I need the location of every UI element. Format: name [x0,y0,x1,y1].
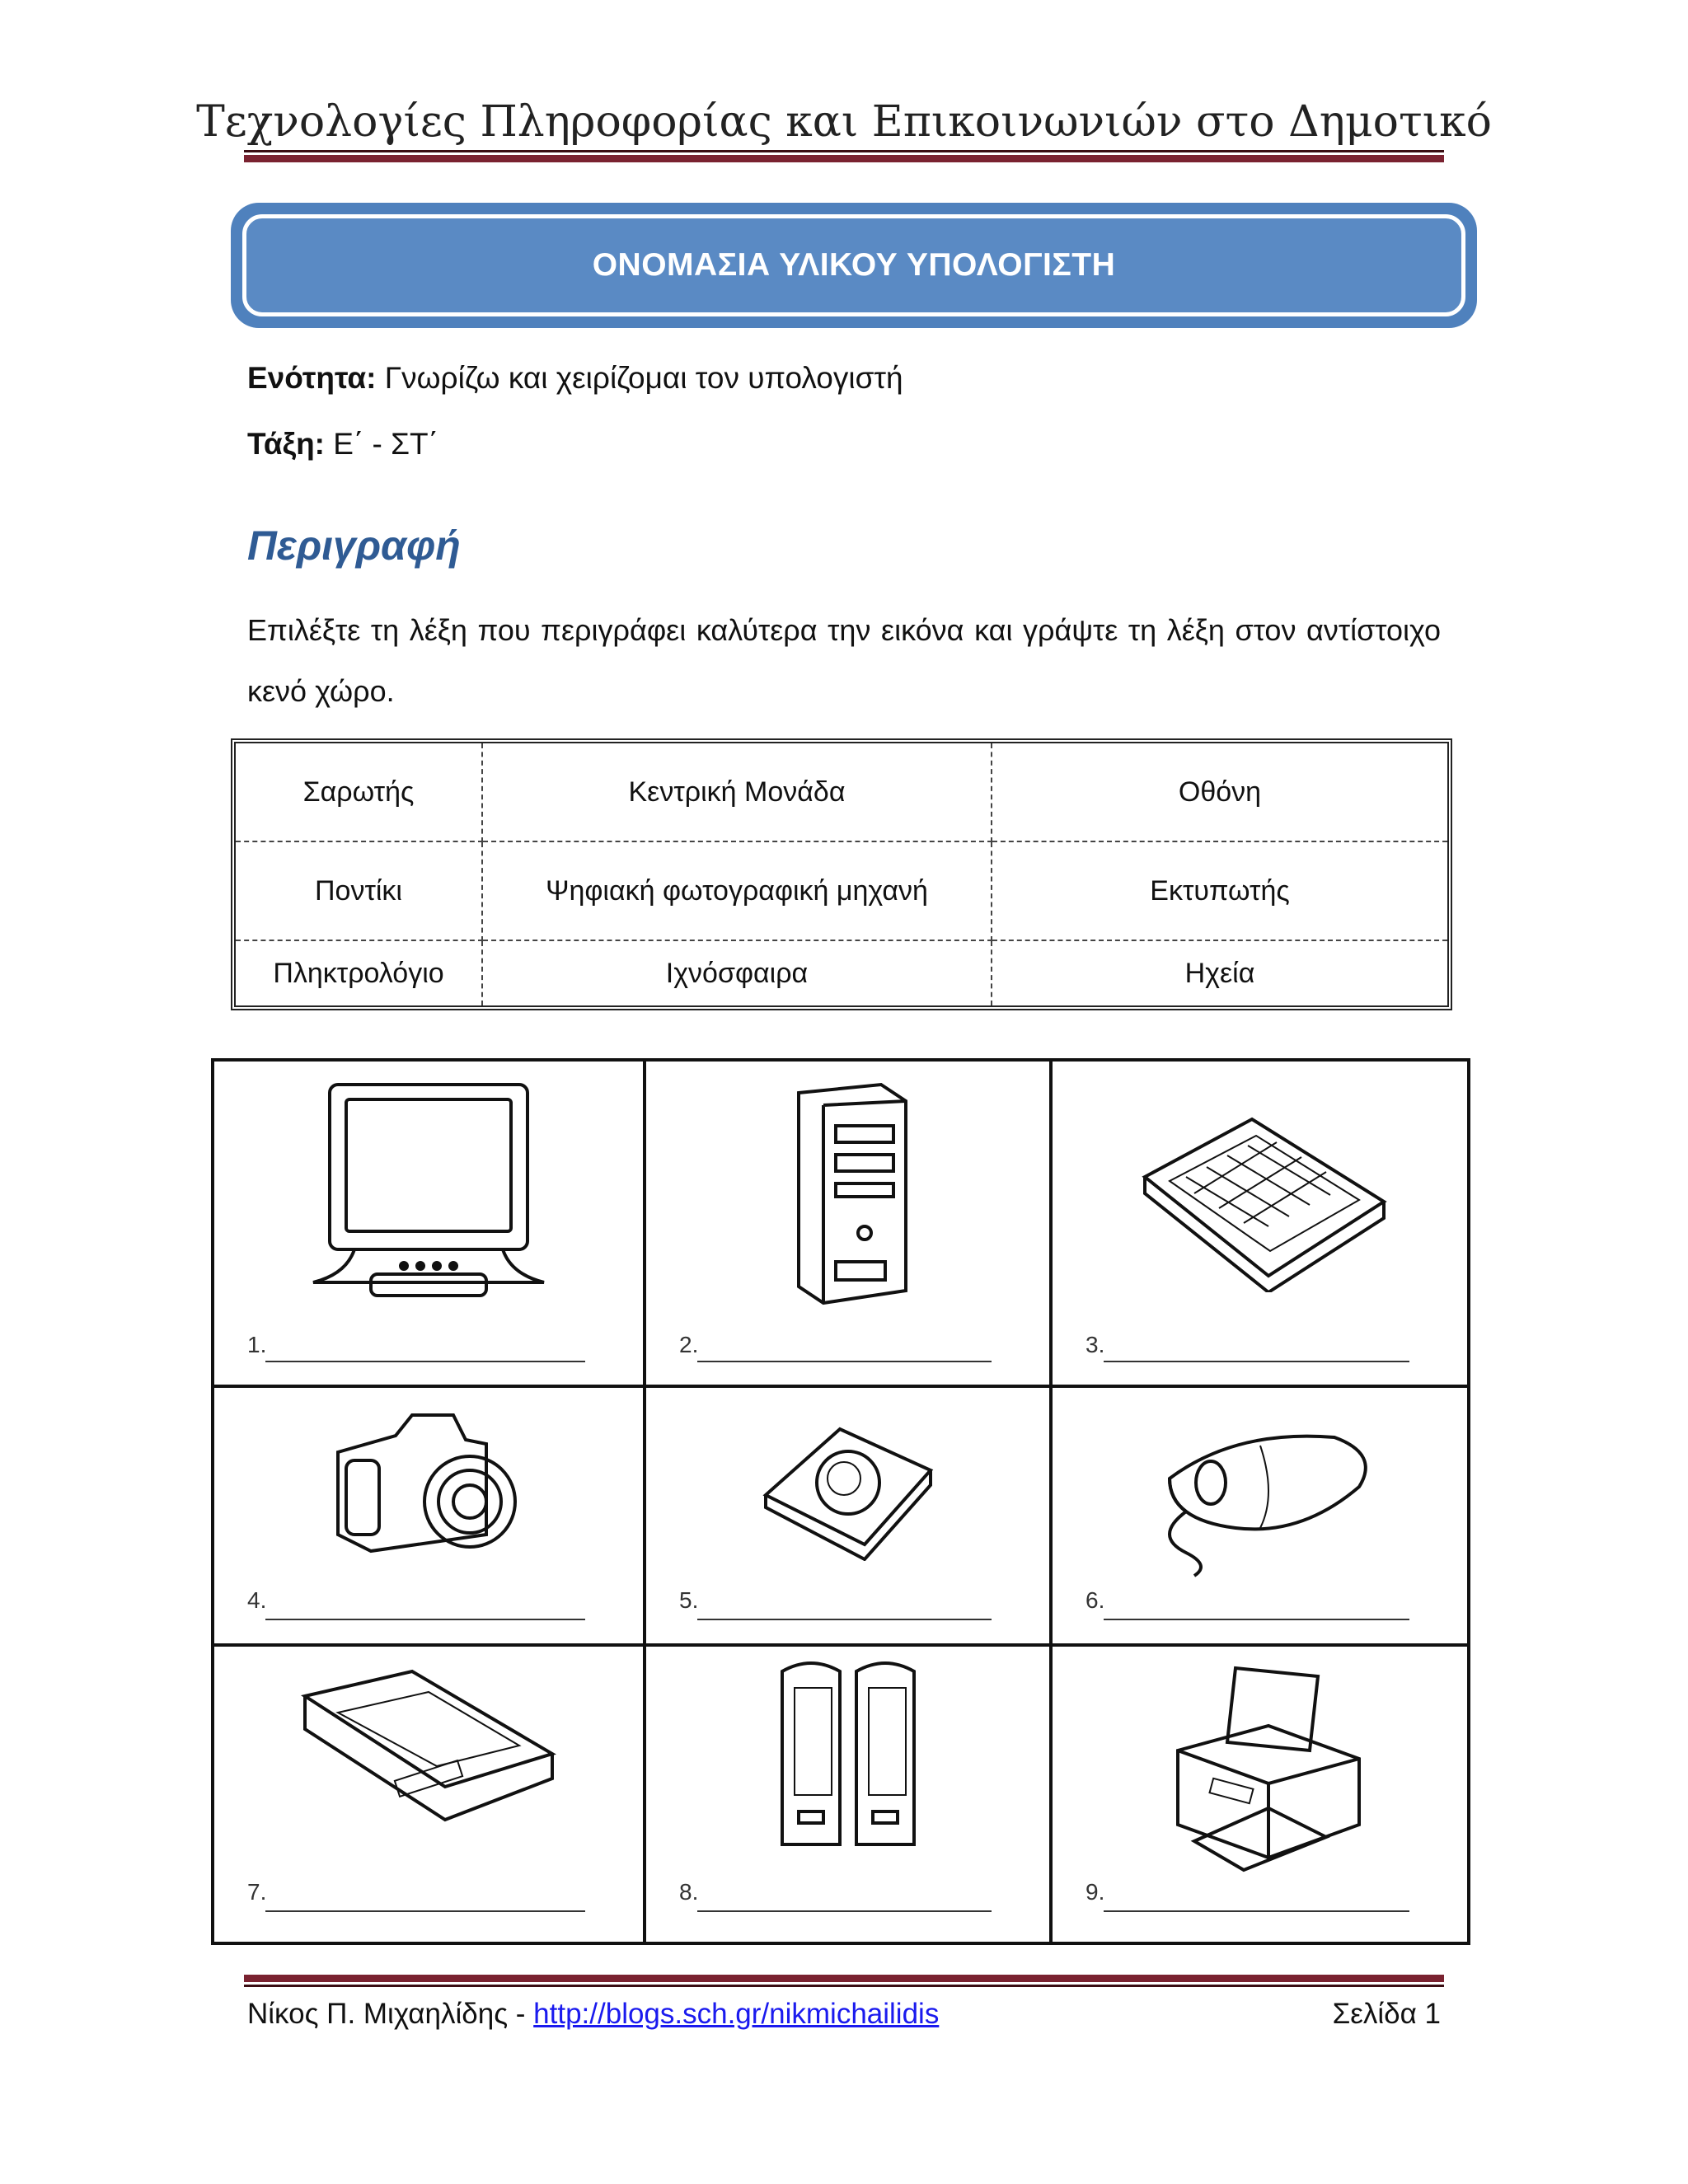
cell-number: 2. [679,1332,699,1357]
camera-icon [321,1403,536,1559]
answer-line-1[interactable] [265,1361,585,1362]
answer-line-8[interactable] [697,1910,992,1912]
computer-tower-icon [749,1076,947,1307]
answer-line-6[interactable] [1104,1619,1409,1620]
header-rule [244,150,1444,162]
cell-number: 9. [1085,1879,1105,1905]
picture-cell-7 [214,1647,646,1942]
cell-number: 6. [1085,1587,1105,1613]
picture-cell-6 [1053,1388,1467,1647]
scanner-icon [288,1663,569,1836]
answer-line-2[interactable] [697,1361,992,1362]
answer-line-4[interactable] [265,1619,585,1620]
footer-author [247,1998,939,2031]
grade-line [247,427,438,462]
cell-number: 8. [679,1879,699,1905]
section-heading: Περιγραφή [247,523,461,569]
page-number: Σελίδα 1 [1332,1998,1441,2030]
word-cell: Ηχεία [992,940,1448,1006]
grade-value: Ε΄ - ΣΤ΄ [333,427,438,461]
banner-title: ΟΝΟΜΑΣΙΑ ΥΛΙΚΟΥ ΥΠΟΛΟΓΙΣΤΗ [592,247,1116,283]
picture-cell-9 [1053,1647,1467,1942]
grade-label: Τάξη: [247,427,325,461]
word-cell: Σαρωτής [235,743,482,841]
answer-line-5[interactable] [697,1619,992,1620]
footer-rule [244,1975,1444,1987]
cell-number: 1. [247,1332,267,1357]
unit-value: Γνωρίζω και χειρίζομαι τον υπολογιστή [384,361,903,395]
instructions-text: Επιλέξτε τη λέξη που περιγράφει καλύτερα την εικόνα και γράψτε τη λέξη στον αντίστοιχο κενό χώρο. [247,613,1441,708]
picture-cell-1 [214,1062,646,1388]
word-cell: Πληκτρολόγιο [235,940,482,1006]
printer-icon [1145,1660,1376,1874]
cell-number: 4. [247,1587,267,1613]
cell-number: 5. [679,1587,699,1613]
cell-number: 3. [1085,1332,1105,1357]
keyboard-icon [1128,1103,1392,1292]
word-cell: Ιχνόσφαιρα [482,940,992,1006]
footer-link[interactable]: http://blogs.sch.gr/nikmichailidis [533,1998,940,2030]
word-bank-table [231,738,1452,1010]
title-banner [231,203,1477,328]
word-cell: Ψηφιακή φωτογραφική μηχανή [482,841,992,940]
answer-line-9[interactable] [1104,1910,1409,1912]
word-cell: Κεντρική Μονάδα [482,743,992,841]
unit-line [247,361,903,396]
picture-cell-8 [646,1647,1053,1942]
word-cell: Εκτυπωτής [992,841,1448,940]
footer-author-name: Νίκος Π. Μιχαηλίδης - [247,1998,534,2030]
picture-cell-2 [646,1062,1053,1388]
picture-cell-4 [214,1388,646,1647]
answer-line-7[interactable] [265,1910,585,1912]
unit-label: Ενότητα: [247,361,377,395]
monitor-icon [297,1076,560,1307]
word-cell: Οθόνη [992,743,1448,841]
answer-line-3[interactable] [1104,1361,1409,1362]
picture-grid [211,1058,1470,1945]
mouse-icon [1137,1421,1384,1577]
header-title: Τεχνολογίες Πληροφορίας και Επικοινωνιών στο Δημοτικό [196,97,1492,147]
picture-cell-3 [1053,1062,1467,1388]
word-cell: Ποντίκι [235,841,482,940]
cell-number: 7. [247,1879,267,1905]
speakers-icon [766,1655,931,1853]
trackball-icon [749,1413,947,1561]
picture-cell-5 [646,1388,1053,1647]
